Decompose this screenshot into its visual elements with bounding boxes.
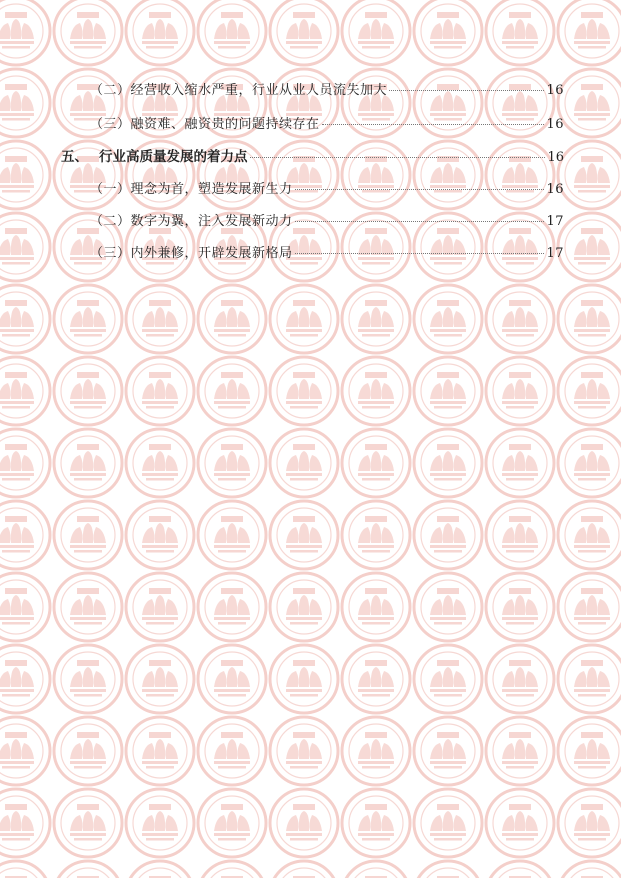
toc-chapter-entry[interactable] <box>61 147 564 167</box>
toc-entry-title: （三）融资难、融资贵的问题持续存在 <box>90 117 320 132</box>
toc-entry-page: 17 <box>546 246 564 261</box>
toc-entry[interactable] <box>90 115 564 135</box>
toc-entry[interactable] <box>90 81 564 101</box>
toc-entry-page: 16 <box>546 83 564 98</box>
toc-entry-title: （一）理念为首，塑造发展新生力 <box>90 182 293 197</box>
toc-leader-dots <box>389 90 544 91</box>
toc-entry[interactable] <box>90 180 564 200</box>
toc-leader-dots <box>250 157 546 158</box>
toc-entry-title: （三）内外兼修，开辟发展新格局 <box>90 246 293 261</box>
toc-entry-page: 16 <box>546 182 564 197</box>
toc-entry[interactable] <box>90 244 564 264</box>
toc-entry-title: （二）数字为翼，注入发展新动力 <box>90 214 293 229</box>
toc-entry-page: 16 <box>547 150 564 165</box>
toc-entry-title: （二）经营收入缩水严重，行业从业人员流失加大 <box>90 83 388 98</box>
toc-entry[interactable] <box>90 212 564 232</box>
toc-entry-page: 16 <box>546 117 564 132</box>
toc-leader-dots <box>295 189 545 190</box>
toc-chapter-title: 行业高质量发展的着力点 <box>99 149 248 165</box>
toc-chapter-number: 五、 <box>61 149 88 165</box>
toc-leader-dots <box>295 221 545 222</box>
toc-leader-dots <box>295 253 545 254</box>
toc-entry-page: 17 <box>546 214 564 229</box>
toc-leader-dots <box>322 124 545 125</box>
